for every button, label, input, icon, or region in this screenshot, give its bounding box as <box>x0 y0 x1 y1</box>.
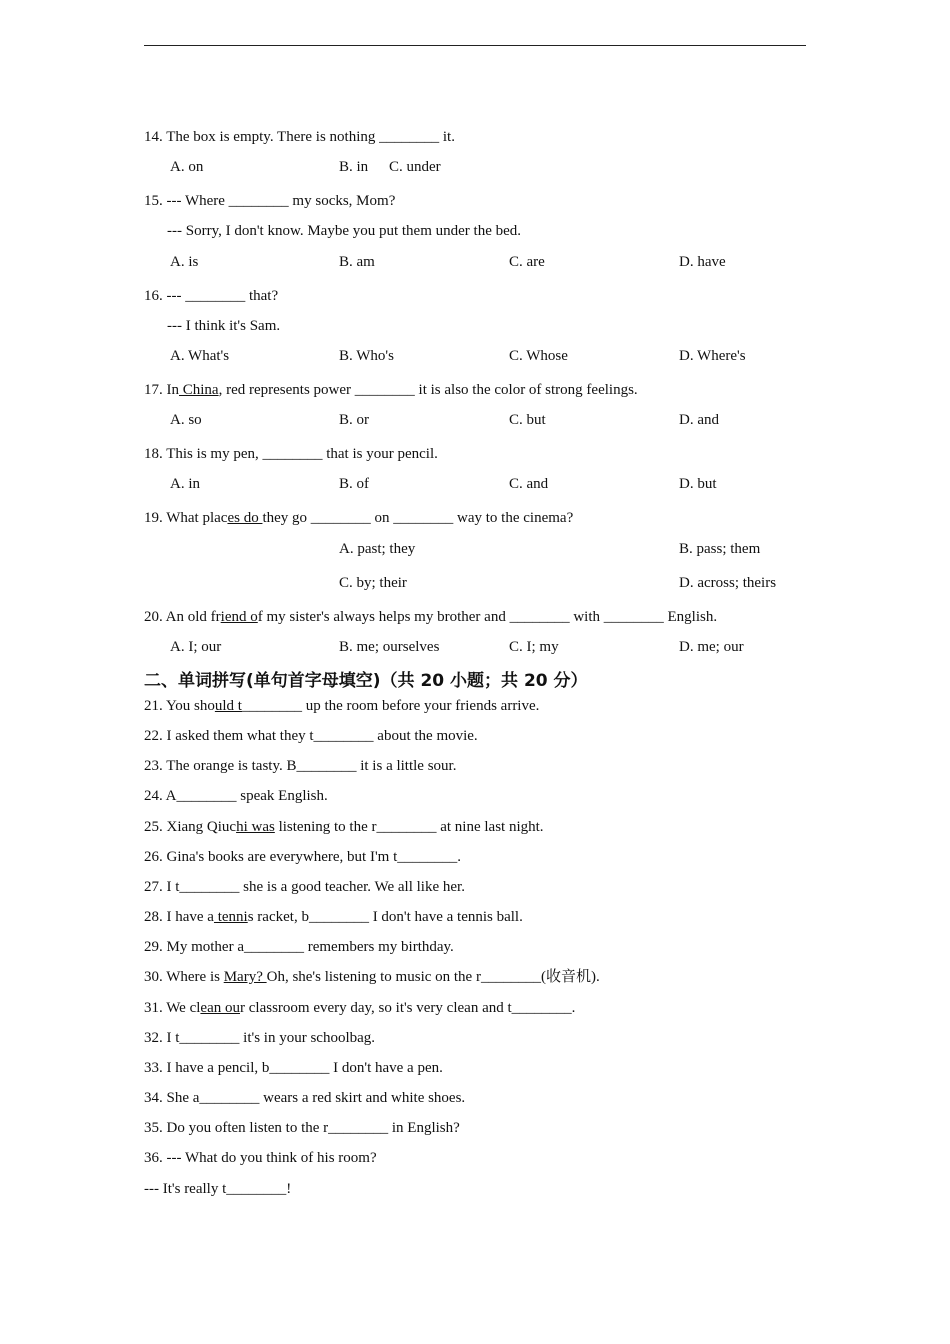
q20-option-b: B. me; ourselves <box>339 639 440 655</box>
q27: 27. I t________ she is a good teacher. We all like her. <box>144 879 465 895</box>
q17-option-c: C. but <box>509 412 546 428</box>
section-2-title: 二、单词拼写(单句首字母填空)（共 20 小题；共 20 分） <box>144 671 588 691</box>
q25: 25. Xiang Qiuchi was listening to the r________ at nine last night. <box>144 819 544 835</box>
q17-option-b: B. or <box>339 412 369 428</box>
q17-option-a: A. so <box>170 412 202 428</box>
q32: 32. I t________ it's in your schoolbag. <box>144 1030 376 1046</box>
q15-option-b: B. am <box>339 254 375 270</box>
q18-option-c: C. and <box>509 476 549 492</box>
q36-reply: --- It's really t________! <box>144 1181 292 1197</box>
q14-option-b: B. in <box>339 159 369 175</box>
q15-reply: --- Sorry, I don't know. Maybe you put them under the bed. <box>167 223 522 239</box>
q19-option-a: A. past; they <box>339 541 416 557</box>
q16-option-c: C. Whose <box>509 348 568 364</box>
q20-option-c: C. I; my <box>509 639 559 655</box>
q17-option-d: D. and <box>679 412 719 428</box>
q30: 30. Where is Mary? Oh, she's listening to music on the r________(收音机). <box>144 969 600 985</box>
q19-option-b: B. pass; them <box>679 541 761 557</box>
q18-stem: 18. This is my pen, ________ that is your pencil. <box>144 446 438 462</box>
q16-option-a: A. What's <box>170 348 230 364</box>
q16-option-b: B. Who's <box>339 348 394 364</box>
q19-option-c: C. by; their <box>339 575 407 591</box>
q18-option-a: A. in <box>170 476 200 492</box>
q15-stem: 15. --- Where ________ my socks, Mom? <box>144 193 396 209</box>
q18-option-b: B. of <box>339 476 369 492</box>
q20-option-a: A. I; our <box>170 639 222 655</box>
q35: 35. Do you often listen to the r________ in English? <box>144 1120 460 1136</box>
q20-stem: 20. An old friend of my sister's always helps my brother and ________ with ________ English. <box>144 609 718 625</box>
q36-stem: 36. --- What do you think of his room? <box>144 1150 377 1166</box>
q33: 33. I have a pencil, b________ I don't have a pen. <box>144 1060 443 1076</box>
q14-option-a: A. on <box>170 159 204 175</box>
q19-stem: 19. What places do they go ________ on ________ way to the cinema? <box>144 510 574 526</box>
q26: 26. Gina's books are everywhere, but I'm t________. <box>144 849 461 865</box>
q34: 34. She a________ wears a red skirt and white shoes. <box>144 1090 466 1106</box>
q31: 31. We clean our classroom every day, so it's very clean and t________. <box>144 1000 576 1016</box>
q16-reply: --- I think it's Sam. <box>167 318 281 334</box>
q15-option-a: A. is <box>170 254 199 270</box>
q16-option-d: D. Where's <box>679 348 746 364</box>
q17-stem: 17. In China, red represents power ________ it is also the color of strong feelings. <box>144 382 638 398</box>
q22: 22. I asked them what they t________ about the movie. <box>144 728 478 744</box>
q18-option-d: D. but <box>679 476 717 492</box>
q23: 23. The orange is tasty. B________ it is a little sour. <box>144 758 457 774</box>
q14-option-c: C. under <box>389 159 441 175</box>
q28: 28. I have a tennis racket, b________ I don't have a tennis ball. <box>144 909 523 925</box>
header-rule <box>144 45 806 46</box>
q24: 24. A________ speak English. <box>144 788 328 804</box>
q21: 21. You should t________ up the room before your friends arrive. <box>144 698 540 714</box>
q19-option-d: D. across; theirs <box>679 575 777 591</box>
q20-option-d: D. me; our <box>679 639 744 655</box>
q29: 29. My mother a________ remembers my birthday. <box>144 939 454 955</box>
q15-option-d: D. have <box>679 254 726 270</box>
q14-stem: 14. The box is empty. There is nothing ________ it. <box>144 129 455 145</box>
q15-option-c: C. are <box>509 254 545 270</box>
q16-stem: 16. --- ________ that? <box>144 288 279 304</box>
